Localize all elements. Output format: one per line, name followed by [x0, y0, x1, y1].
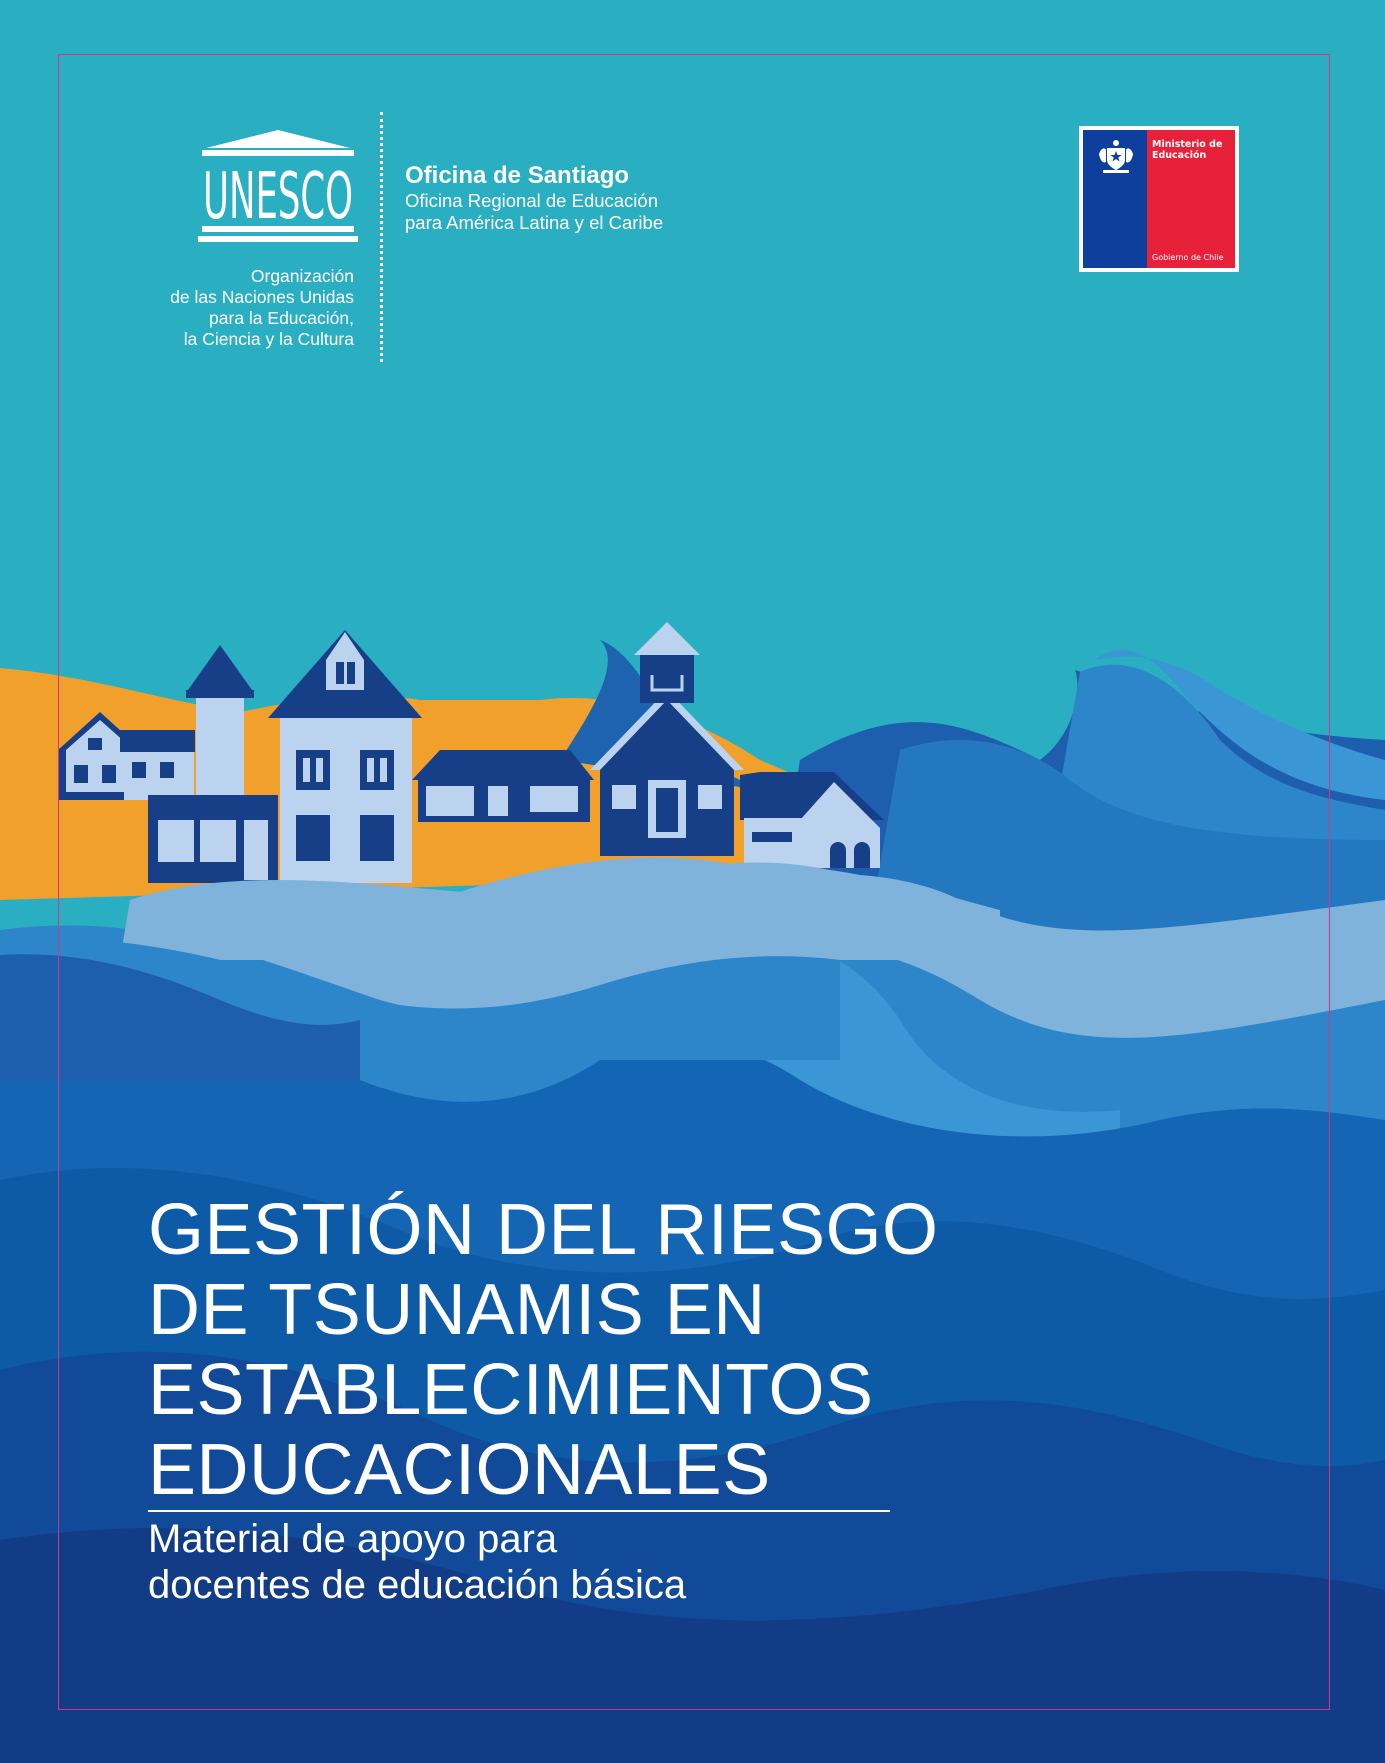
cover-title-line: EDUCACIONALES: [148, 1430, 771, 1510]
title-rule: [148, 1510, 890, 1512]
cover-subtitle: [148, 1516, 686, 1608]
cover-subtitle-line: docentes de educación básica: [148, 1563, 687, 1607]
unesco-logo: [198, 126, 358, 248]
coat-of-arms-icon: [1097, 138, 1135, 174]
cover-title-line: GESTIÓN DEL RIESGO: [148, 1190, 939, 1270]
government-label: Gobierno de Chile: [1152, 253, 1224, 262]
unesco-caption-line: Organización: [250, 266, 354, 286]
ministry-logo: [1079, 126, 1239, 272]
dotted-divider: [380, 112, 383, 362]
office-block: [405, 162, 663, 234]
unesco-caption: [120, 266, 354, 350]
ministry-logo-blue-panel: [1083, 130, 1147, 268]
unesco-caption-line: para la Educación,: [209, 308, 354, 328]
ministry-name-line: Educación: [1152, 150, 1207, 161]
unesco-wordmark: UNESCO: [203, 160, 353, 234]
ministry-logo-red-panel: [1147, 130, 1235, 268]
cover-title-line: ESTABLECIMIENTOS: [148, 1350, 874, 1430]
cover-title: [148, 1190, 939, 1510]
ministry-name-line: Ministerio de: [1152, 139, 1223, 150]
cover-subtitle-line: Material de apoyo para: [148, 1517, 558, 1561]
cover-title-line: DE TSUNAMIS EN: [148, 1270, 766, 1350]
office-line: Oficina Regional de Educación: [405, 190, 658, 211]
unesco-caption-line: la Ciencia y la Cultura: [183, 329, 354, 349]
office-title: Oficina de Santiago: [405, 162, 630, 189]
ministry-name: [1152, 139, 1222, 161]
unesco-caption-line: de las Naciones Unidas: [170, 287, 354, 307]
office-line: para América Latina y el Caribe: [405, 212, 664, 233]
